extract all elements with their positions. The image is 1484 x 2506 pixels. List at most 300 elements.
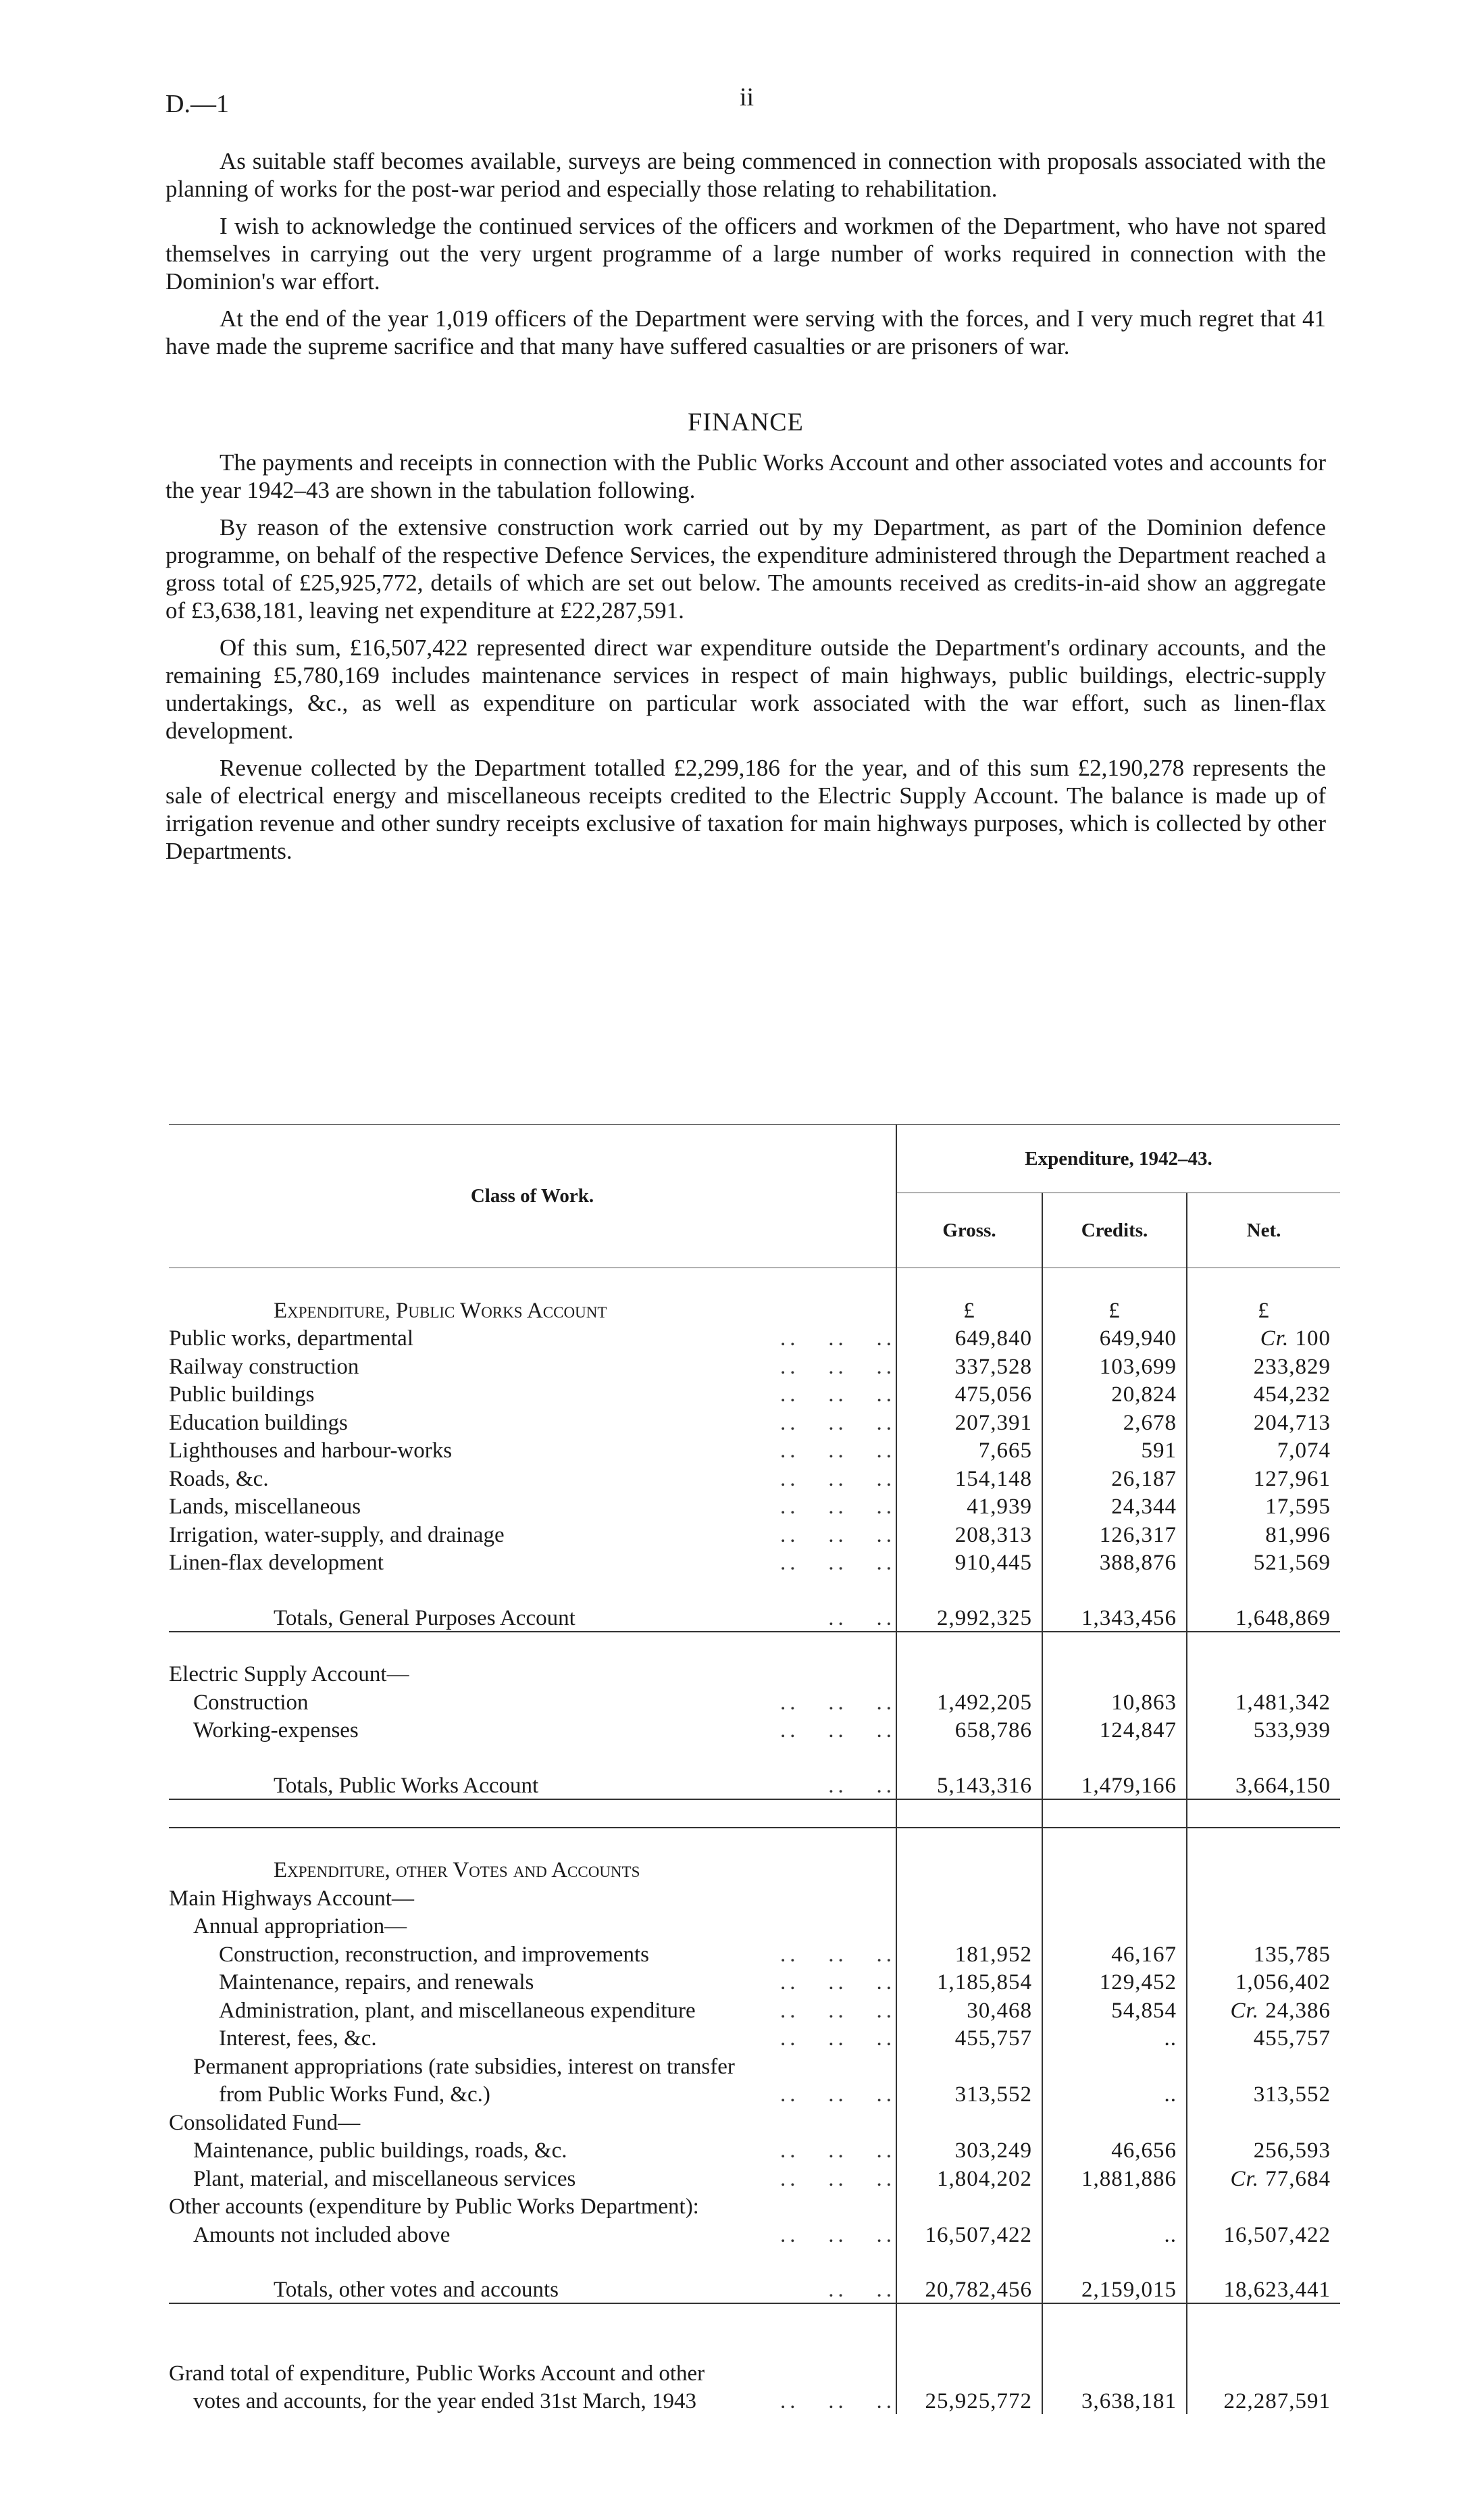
value-credits: 388,876 xyxy=(1099,1551,1177,1575)
cell-credits xyxy=(1042,1911,1187,1940)
spacer xyxy=(169,1632,896,1659)
row-label xyxy=(169,1380,896,1408)
value-net: 17,595 xyxy=(1265,1495,1331,1519)
leader-dots: .. .. .. xyxy=(780,2026,896,2051)
cell-gross xyxy=(896,1883,1042,1911)
value-net: 533,939 xyxy=(1253,1718,1331,1743)
table-row xyxy=(169,1687,1340,1715)
value-gross: 25,925,772 xyxy=(925,2389,1032,2413)
row-label xyxy=(169,2386,896,2415)
cell-credits xyxy=(1042,2051,1187,2080)
value-credits: 129,452 xyxy=(1099,1970,1177,1995)
cell-net xyxy=(1187,1659,1340,1688)
leader-dots: .. .. .. xyxy=(780,1522,896,1547)
table-row xyxy=(169,2080,1340,2108)
cell-credits xyxy=(1042,2220,1187,2248)
spacer xyxy=(896,1576,1042,1603)
cell-credits xyxy=(1042,2024,1187,2052)
row-label xyxy=(169,1295,896,1324)
section-heading-row xyxy=(169,1855,1340,1884)
spacer xyxy=(896,2331,1042,2358)
cell-net xyxy=(1187,1883,1340,1911)
row-label xyxy=(169,2107,896,2136)
cell-gross xyxy=(896,2024,1042,2052)
table-row xyxy=(169,1715,1340,1744)
value-net: Cr. 77,684 xyxy=(1230,2166,1331,2191)
row-label-text: Construction xyxy=(193,1690,309,1715)
cell-net xyxy=(1187,2192,1340,2220)
row-label-text: Consolidated Fund— xyxy=(169,2110,361,2135)
row-label xyxy=(169,1855,896,1884)
cell-net xyxy=(1187,1407,1340,1436)
leader-dots: .. .. .. xyxy=(780,2082,896,2107)
cell-gross xyxy=(896,2136,1042,2164)
row-label-text: Railway construction xyxy=(169,1354,359,1379)
cell-net xyxy=(1187,1351,1340,1380)
leader-dots: .. .. .. xyxy=(780,2222,896,2247)
row-label-text: Main Highways Account— xyxy=(169,1886,414,1911)
spacer xyxy=(1187,1632,1340,1659)
total-row xyxy=(169,2275,1340,2304)
row-label-text: Other accounts (expenditure by Public Works Department): xyxy=(169,2195,699,2219)
cell-gross xyxy=(896,2220,1042,2248)
leader-dots: .. .. xyxy=(828,2278,896,2302)
value-net: 256,593 xyxy=(1253,2138,1331,2163)
spacer xyxy=(169,1268,896,1296)
document-reference: D.—1 xyxy=(165,90,229,118)
table-row xyxy=(169,2386,1340,2415)
cell-credits xyxy=(1042,1770,1187,1799)
spacer xyxy=(896,1632,1042,1659)
row-label xyxy=(169,2024,896,2052)
cell-net xyxy=(1187,1715,1340,1744)
cell-gross xyxy=(896,1995,1042,2024)
cell-gross xyxy=(896,1520,1042,1548)
value-gross: 207,391 xyxy=(954,1410,1032,1435)
value-credits: 10,863 xyxy=(1111,1690,1177,1715)
cell-credits xyxy=(1042,1968,1187,1996)
row-label-text: Administration, plant, and miscellaneous expenditure xyxy=(219,1998,696,2023)
leader-dots: .. .. .. xyxy=(780,2166,896,2191)
row-label xyxy=(169,2080,896,2108)
leader-dots: .. .. .. xyxy=(780,2138,896,2163)
spacer xyxy=(1042,1576,1187,1603)
finance-paragraph: Of this sum, £16,507,422 represented direct war expenditure outside the Department's ordinary accounts, and the remaining £5,780,169 includes maintenance services in respect of main highways, public buildings, electric-supply undertakings, &c., as well as expenditure on particular work associated with the war effort, such as linen-flax development. xyxy=(165,634,1326,744)
value-net: 455,757 xyxy=(1253,2026,1331,2051)
intro-paragraph: I wish to acknowledge the continued services of the officers and workmen of the Department, who have not spared themselves in carrying out the very urgent programme of a large number of works required in connection with the Dominion's war effort. xyxy=(165,213,1326,295)
value-net: 204,713 xyxy=(1253,1410,1331,1435)
value-credits: 124,847 xyxy=(1099,1718,1177,1743)
table-row xyxy=(169,2136,1340,2164)
row-label-text: Public buildings xyxy=(169,1382,315,1407)
cell-gross xyxy=(896,1324,1042,1352)
spacer xyxy=(896,2303,1042,2331)
cell-gross xyxy=(896,2080,1042,2108)
row-label xyxy=(169,1968,896,1996)
row-label-text: Permanent appropriations (rate subsidies, interest on transfer xyxy=(193,2054,735,2079)
row-label xyxy=(169,2220,896,2248)
cell-credits xyxy=(1042,2192,1187,2220)
cell-credits xyxy=(1042,1995,1187,2024)
value-credits: 26,187 xyxy=(1111,1466,1177,1491)
cell-net xyxy=(1187,1911,1340,1940)
value-gross: 658,786 xyxy=(954,1718,1032,1743)
leader-dots: .. .. .. xyxy=(780,1942,896,1967)
row-label-text: Interest, fees, &c. xyxy=(219,2026,377,2051)
intro-paragraph: As suitable staff becomes available, surveys are being commenced in connection with proposals associated with the planning of works for the post-war period and especially those relating to rehabilitation. xyxy=(165,148,1326,202)
leader-dots: .. .. xyxy=(828,1773,896,1798)
value-credits: 591 xyxy=(1141,1438,1177,1463)
spacer xyxy=(169,1576,896,1603)
value-gross: 910,445 xyxy=(954,1551,1032,1575)
total-row xyxy=(169,1603,1340,1632)
total-row xyxy=(169,1770,1340,1799)
cell-credits xyxy=(1042,1295,1187,1324)
leader-dots: .. .. xyxy=(828,1605,896,1630)
row-label xyxy=(169,1687,896,1715)
value-net: 521,569 xyxy=(1253,1551,1331,1575)
row-label-text: Irrigation, water-supply, and drainage xyxy=(169,1522,505,1547)
cell-net xyxy=(1187,2080,1340,2108)
leader-dots: .. .. .. xyxy=(780,1551,896,1575)
table-row xyxy=(169,2163,1340,2192)
row-label xyxy=(169,1603,896,1632)
value-gross: 5,143,316 xyxy=(937,1773,1032,1798)
value-net: 1,056,402 xyxy=(1235,1970,1331,1995)
spacer xyxy=(1042,1268,1187,1296)
cell-net xyxy=(1187,1939,1340,1968)
column-header-gross: Gross. xyxy=(896,1193,1042,1268)
intro-paragraph: At the end of the year 1,019 officers of the Department were serving with the forces, and I very much regret that 41 have made the supreme sacrifice and that many have suffered casualties or are prisoners of war. xyxy=(165,305,1326,359)
value-gross: 649,840 xyxy=(954,1326,1032,1351)
leader-dots: .. .. .. xyxy=(780,1690,896,1715)
cell-credits xyxy=(1042,1463,1187,1492)
cell-net xyxy=(1187,1603,1340,1632)
leader-dots: .. .. .. xyxy=(780,1326,896,1351)
row-label-text: Public works, departmental xyxy=(169,1326,414,1351)
table-row xyxy=(169,2107,1340,2136)
value-credits: 20,824 xyxy=(1111,1382,1177,1407)
cell-net xyxy=(1187,2163,1340,2192)
cell-net xyxy=(1187,1295,1340,1324)
cell-credits xyxy=(1042,1548,1187,1576)
cell-credits xyxy=(1042,2275,1187,2304)
table-row xyxy=(169,1995,1340,2024)
value-net: 81,996 xyxy=(1265,1522,1331,1547)
cell-gross xyxy=(896,2386,1042,2415)
value-credits: 3,638,181 xyxy=(1081,2389,1177,2413)
cell-gross xyxy=(896,1687,1042,1715)
cell-credits xyxy=(1042,1436,1187,1464)
row-label-text: Construction, reconstruction, and improvements xyxy=(219,1942,649,1967)
cell-credits xyxy=(1042,2386,1187,2415)
value-credits: 649,940 xyxy=(1099,1326,1177,1351)
row-label-text: Expenditure, other Votes and Accounts xyxy=(274,1858,640,1882)
table-row xyxy=(169,1659,1340,1688)
value-gross: 303,249 xyxy=(954,2138,1032,2163)
row-label xyxy=(169,1939,896,1968)
row-label-text: Grand total of expenditure, Public Works Account and other xyxy=(169,2361,705,2386)
value-net: 3,664,150 xyxy=(1235,1773,1331,1798)
table-row xyxy=(169,1939,1340,1968)
page-number: ii xyxy=(740,83,754,111)
cell-gross xyxy=(896,1463,1042,1492)
value-credits: 54,854 xyxy=(1111,1998,1177,2023)
cell-credits xyxy=(1042,1324,1187,1352)
spacer xyxy=(1042,2303,1187,2331)
value-credits: 46,167 xyxy=(1111,1942,1177,1967)
cell-credits xyxy=(1042,2136,1187,2164)
cell-gross xyxy=(896,2051,1042,2080)
row-label xyxy=(169,1548,896,1576)
leader-dots: .. .. .. xyxy=(780,1382,896,1407)
cell-credits xyxy=(1042,1351,1187,1380)
cell-net xyxy=(1187,1995,1340,2024)
row-label-text: Electric Supply Account— xyxy=(169,1662,409,1686)
cell-gross xyxy=(896,1351,1042,1380)
value-gross: 41,939 xyxy=(967,1495,1032,1519)
cell-net xyxy=(1187,1855,1340,1884)
value-net: 1,648,869 xyxy=(1235,1605,1331,1630)
row-label-text: Plant, material, and miscellaneous services xyxy=(193,2166,576,2191)
cell-net xyxy=(1187,1968,1340,1996)
value-credits: 126,317 xyxy=(1099,1522,1177,1547)
section-title-finance: FINANCE xyxy=(688,408,804,436)
value-gross: 20,782,456 xyxy=(925,2278,1032,2302)
row-label xyxy=(169,1715,896,1744)
row-label xyxy=(169,1883,896,1911)
spacer xyxy=(1187,2303,1340,2331)
value-credits: 2,678 xyxy=(1123,1410,1177,1435)
leader-dots: .. .. .. xyxy=(780,1410,896,1435)
leader-dots: .. .. .. xyxy=(780,1438,896,1463)
table-row xyxy=(169,1380,1340,1408)
spacer xyxy=(1187,1743,1340,1770)
spacer xyxy=(169,2248,896,2275)
value-gross: 2,992,325 xyxy=(937,1605,1032,1630)
value-credits: 46,656 xyxy=(1111,2138,1177,2163)
value-net: £ xyxy=(1258,1298,1270,1323)
row-label xyxy=(169,1492,896,1520)
cell-net xyxy=(1187,1687,1340,1715)
leader-dots: .. .. .. xyxy=(780,1495,896,1519)
value-gross: 313,552 xyxy=(954,2082,1032,2107)
value-gross: 1,492,205 xyxy=(937,1690,1032,1715)
value-net: 18,623,441 xyxy=(1223,2278,1331,2302)
cell-credits xyxy=(1042,1520,1187,1548)
row-label-text: Amounts not included above xyxy=(193,2222,451,2247)
leader-dots: .. .. .. xyxy=(780,2389,896,2413)
spacer xyxy=(1187,2248,1340,2275)
cell-net xyxy=(1187,1463,1340,1492)
value-credits: 103,699 xyxy=(1099,1354,1177,1379)
table-row xyxy=(169,1407,1340,1436)
table-row xyxy=(169,2220,1340,2248)
cell-gross xyxy=(896,1855,1042,1884)
table-row xyxy=(169,1463,1340,1492)
cell-credits xyxy=(1042,1603,1187,1632)
row-label xyxy=(169,2275,896,2304)
value-net: 313,552 xyxy=(1253,2082,1331,2107)
cell-credits xyxy=(1042,1687,1187,1715)
value-gross: 1,185,854 xyxy=(937,1970,1032,1995)
value-gross: 7,665 xyxy=(978,1438,1032,1463)
cell-gross xyxy=(896,1659,1042,1688)
cell-credits xyxy=(1042,2163,1187,2192)
leader-dots: .. .. .. xyxy=(780,1970,896,1995)
row-label-text: Annual appropriation— xyxy=(193,1914,407,1938)
row-label xyxy=(169,1911,896,1940)
value-gross: 16,507,422 xyxy=(925,2222,1032,2247)
row-label-text: Lands, miscellaneous xyxy=(169,1495,361,1519)
value-gross: 337,528 xyxy=(954,1354,1032,1379)
row-label xyxy=(169,1659,896,1688)
spacer xyxy=(896,1743,1042,1770)
finance-paragraph: By reason of the extensive construction work carried out by my Department, as part of the Dominion defence programme, on behalf of the respective Defence Services, the expenditure administered through the Department reached a gross total of £25,925,772, details of which are set out below. The amounts received as credits-in-aid show an aggregate of £3,638,181, leaving net expenditure at £22,287,591. xyxy=(165,514,1326,624)
cell-net xyxy=(1187,2220,1340,2248)
spacer xyxy=(896,1799,1042,1828)
spacer xyxy=(1042,1743,1187,1770)
cell-gross xyxy=(896,1715,1042,1744)
value-net: Cr. 100 xyxy=(1260,1326,1331,1351)
spacer xyxy=(1042,1632,1187,1659)
column-header-credits: Credits. xyxy=(1042,1193,1187,1268)
spacer xyxy=(169,1743,896,1770)
value-credits: .. xyxy=(1164,2222,1177,2247)
cell-gross xyxy=(896,2275,1042,2304)
spacer xyxy=(1187,1576,1340,1603)
row-label xyxy=(169,1995,896,2024)
cell-gross xyxy=(896,1968,1042,1996)
row-label xyxy=(169,2051,896,2080)
value-credits: 1,479,166 xyxy=(1081,1773,1177,1798)
row-label-text: Maintenance, public buildings, roads, &c. xyxy=(193,2138,567,2163)
table-row xyxy=(169,2024,1340,2052)
cell-net xyxy=(1187,2024,1340,2052)
table-row xyxy=(169,1492,1340,1520)
value-net: 7,074 xyxy=(1277,1438,1331,1463)
cell-net xyxy=(1187,1324,1340,1352)
row-label xyxy=(169,2163,896,2192)
table-row xyxy=(169,1911,1340,1940)
row-label xyxy=(169,1407,896,1436)
spacer xyxy=(896,2248,1042,2275)
cell-net xyxy=(1187,2386,1340,2415)
cell-credits xyxy=(1042,1939,1187,1968)
spacer xyxy=(1042,1799,1187,1828)
value-net: 1,481,342 xyxy=(1235,1690,1331,1715)
table-row xyxy=(169,2192,1340,2220)
row-label-text: Totals, Public Works Account xyxy=(274,1773,539,1798)
value-net: Cr. 24,386 xyxy=(1230,1998,1331,2023)
row-label xyxy=(169,1463,896,1492)
cell-net xyxy=(1187,1548,1340,1576)
table-row xyxy=(169,1324,1340,1352)
value-net: 127,961 xyxy=(1253,1466,1331,1491)
table-row xyxy=(169,1883,1340,1911)
cell-credits xyxy=(1042,1380,1187,1408)
row-label xyxy=(169,2192,896,2220)
cell-net xyxy=(1187,2358,1340,2386)
cell-credits xyxy=(1042,1492,1187,1520)
column-header-net: Net. xyxy=(1187,1193,1340,1268)
finance-paragraph: The payments and receipts in connection with the Public Works Account and other associated votes and accounts for the year 1942–43 are shown in the tabulation following. xyxy=(165,449,1326,503)
cell-credits xyxy=(1042,2080,1187,2108)
cell-gross xyxy=(896,1295,1042,1324)
cell-gross xyxy=(896,1436,1042,1464)
table-row xyxy=(169,1548,1340,1576)
value-gross: 208,313 xyxy=(954,1522,1032,1547)
spacer xyxy=(169,2331,896,2358)
spacer xyxy=(1187,1268,1340,1296)
row-label-text: Lighthouses and harbour-works xyxy=(169,1438,453,1463)
leader-dots: .. .. .. xyxy=(780,1354,896,1379)
cell-credits xyxy=(1042,1883,1187,1911)
table-row xyxy=(169,2358,1340,2386)
value-credits: £ xyxy=(1108,1298,1121,1323)
row-label-text: from Public Works Fund, &c.) xyxy=(219,2082,490,2107)
value-gross: 181,952 xyxy=(954,1942,1032,1967)
cell-credits xyxy=(1042,1407,1187,1436)
cell-net xyxy=(1187,1770,1340,1799)
section-heading-row xyxy=(169,1295,1340,1324)
cell-gross xyxy=(896,1380,1042,1408)
expenditure-group-header: Expenditure, 1942–43. xyxy=(896,1125,1340,1193)
spacer xyxy=(1042,2331,1187,2358)
cell-gross xyxy=(896,2192,1042,2220)
cell-gross xyxy=(896,2358,1042,2386)
cell-gross xyxy=(896,1603,1042,1632)
finance-paragraph: Revenue collected by the Department totalled £2,299,186 for the year, and of this sum £2,190,278 represents the sale of electrical energy and miscellaneous receipts credited to the Electric Supply Account. The balance is made up of irrigation revenue and other sundry receipts exclusive of taxation for main highways purposes, which is collected by other Departments. xyxy=(165,755,1326,864)
leader-dots: .. .. .. xyxy=(780,1998,896,2023)
row-label xyxy=(169,1351,896,1380)
cell-credits xyxy=(1042,1855,1187,1884)
cell-gross xyxy=(896,1911,1042,1940)
row-label-text: Linen-flax development xyxy=(169,1551,384,1575)
value-net: 454,232 xyxy=(1253,1382,1331,1407)
body-text xyxy=(165,147,1326,874)
row-label xyxy=(169,2136,896,2164)
row-label xyxy=(169,1436,896,1464)
value-gross: £ xyxy=(963,1298,975,1323)
cell-net xyxy=(1187,2051,1340,2080)
value-gross: 475,056 xyxy=(954,1382,1032,1407)
leader-dots: .. .. .. xyxy=(780,1466,896,1491)
cell-credits xyxy=(1042,1659,1187,1688)
value-gross: 30,468 xyxy=(967,1998,1032,2023)
leader-dots: .. .. .. xyxy=(780,1718,896,1743)
cell-net xyxy=(1187,2275,1340,2304)
spacer xyxy=(896,1268,1042,1296)
table-row xyxy=(169,1351,1340,1380)
row-label-text: Totals, General Purposes Account xyxy=(274,1605,575,1630)
cell-net xyxy=(1187,2107,1340,2136)
cell-net xyxy=(1187,2136,1340,2164)
value-net: 16,507,422 xyxy=(1223,2222,1331,2247)
spacer xyxy=(1042,1828,1187,1855)
row-label xyxy=(169,1520,896,1548)
row-label-text: Expenditure, Public Works Account xyxy=(274,1298,607,1323)
spacer xyxy=(1187,1828,1340,1855)
row-label-text: Working-expenses xyxy=(193,1718,359,1743)
value-credits: .. xyxy=(1164,2082,1177,2107)
value-credits: .. xyxy=(1164,2026,1177,2051)
cell-credits xyxy=(1042,2358,1187,2386)
spacer xyxy=(169,2303,896,2331)
value-net: 22,287,591 xyxy=(1223,2389,1331,2413)
row-label xyxy=(169,2358,896,2386)
cell-gross xyxy=(896,1407,1042,1436)
